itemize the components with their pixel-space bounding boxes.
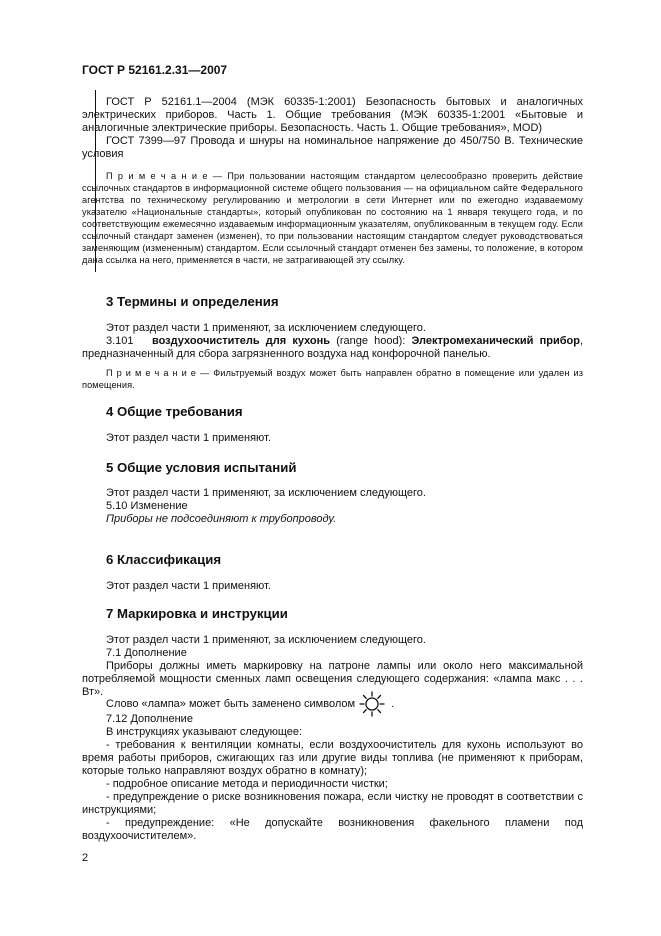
section-7-title: 7 Маркировка и инструкции bbox=[106, 606, 288, 621]
lamp-symbol-sentence: Слово «лампа» может быть заменено символом . bbox=[82, 691, 583, 717]
clause-7-1: 7.1 Дополнение bbox=[106, 647, 187, 659]
section-3-note bbox=[82, 367, 583, 391]
note-text: При пользовании настоящим стандартом целесообразно проверить действие ссылочных стандартов в информационной системе общего пользования — на официальном сайте Федерального агентства по техническому регулированию и метрологии в сети Интернет или по ежегодно издаваемому указателю «Национальные стандарты», который опубликован по состоянию на 1 января текущего года, и по соответствующим ежемесячно издаваемым информационным указателям, опубликованным в текущем году. Если ссылочный стандарт заменен (изменен), то при пользовании настоящим стандартом следует руководствоваться заменяющим (измененным) стандартом. Если ссылочный стандарт отменен без замены, то положение, в котором дана ссылка на него, применяется в части, не затрагивающей эту ссылку. bbox=[82, 171, 583, 265]
section-7-intro: Этот раздел части 1 применяют, за исключением следующего. bbox=[106, 634, 426, 646]
clause-5-10-text: Приборы не подсоединяют к трубопроводу. bbox=[106, 513, 337, 525]
note-label: П р и м е ч а н и е — bbox=[106, 368, 210, 378]
section-7-body-c bbox=[82, 713, 583, 843]
list-item: - предупреждение: «Не допускайте возникновения факельного пламени под воздухоочистителем». bbox=[82, 817, 583, 842]
definition-term: воздухоочиститель для кухонь bbox=[151, 335, 331, 347]
definition-genus: Электромеханический прибор bbox=[411, 335, 580, 347]
section-4-title: 4 Общие требования bbox=[106, 404, 243, 419]
document-header: ГОСТ Р 52161.2.31—2007 bbox=[82, 63, 228, 77]
section-3-title: 3 Термины и определения bbox=[106, 294, 279, 309]
section-6-text: Этот раздел части 1 применяют. bbox=[106, 580, 271, 592]
section-4-body bbox=[82, 432, 583, 445]
note-text: Фильтруемый воздух может быть направлен обратно в помещение или удален из помещения. bbox=[82, 368, 584, 390]
section-5-body bbox=[82, 487, 583, 526]
section-3-body bbox=[82, 322, 583, 361]
section-5-title: 5 Общие условия испытаний bbox=[106, 460, 297, 475]
section-6-title: 6 Классификация bbox=[106, 552, 222, 567]
clause-7-1-text: Приборы должны иметь маркировку на патроне лампы или около него максимальной потребляемой мощности сменных ламп освещения следующего содержания: «лампа макс . . . Вт». bbox=[82, 660, 583, 698]
reference-2: ГОСТ 7399—97 Провода и шнуры на номинальное напряжение до 450/750 В. Технические условия bbox=[82, 135, 583, 160]
section-4-text: Этот раздел части 1 применяют. bbox=[106, 432, 271, 444]
section-5-intro: Этот раздел части 1 применяют, за исключением следующего. bbox=[106, 487, 426, 499]
note-label: П р и м е ч а н и е — bbox=[106, 171, 223, 181]
clause-7-12: 7.12 Дополнение bbox=[106, 713, 193, 725]
definition-3-101: 3.101 воздухоочиститель для кухонь (range hood): Электромеханический прибор, предназначенный для сбора загрязненного воздуха над конфорочной панелью. bbox=[82, 335, 584, 360]
clause-5-10: 5.10 Изменение bbox=[106, 500, 188, 512]
clause-7-12-intro: В инструкциях указывают следующее: bbox=[106, 726, 303, 738]
references-note bbox=[82, 170, 583, 266]
section-7-body-a bbox=[82, 634, 583, 699]
reference-1: ГОСТ Р 52161.1—2004 (МЭК 60335-1:2001) Безопасность бытовых и аналогичных электрических приборов. Часть 1. Общие требования (МЭК 60335-1:2001 «Бытовые и аналогичные электрические приборы. Безопасность. Часть 1. Общие требования», MOD) bbox=[82, 96, 583, 134]
list-item: - требования к вентиляции комнаты, если воздухоочиститель для кухонь используют во время работы приборов, сжигающих газ или другие виды топлива (не применяют к приборам, которые только направляют воздух обратно в комнату); bbox=[82, 739, 583, 777]
page-number: 2 bbox=[82, 852, 89, 864]
section-3-intro: Этот раздел части 1 применяют, за исключением следующего. bbox=[106, 322, 426, 334]
list-item: - подробное описание метода и периодичности чистки; bbox=[106, 778, 388, 790]
list-item: - предупреждение о риске возникновения пожара, если чистку не проводят в соответствии с инструкциями; bbox=[82, 791, 583, 816]
references-block bbox=[82, 96, 583, 161]
section-6-body bbox=[82, 580, 583, 593]
